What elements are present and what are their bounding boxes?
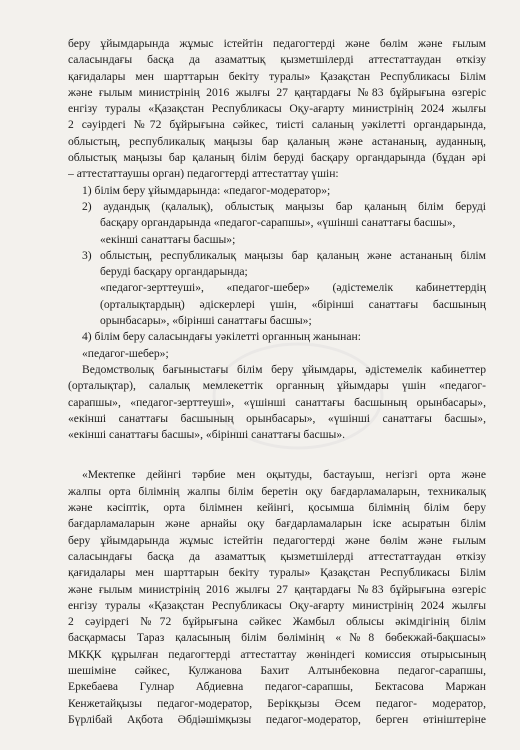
text-line: енгізу туралы «Қазақстан Республикасы Оқу-ағарту министрінің 2024 жылғы: [68, 102, 486, 116]
text-line: жалпы орта білімнің жалпы білім беретін оқу бағдарламаларын, техникалық: [68, 484, 486, 498]
text-line: «Мектепке дейінгі тәрбие мен оқытуды, бастауыш, негізгі орта және: [82, 468, 486, 482]
paragraph-2: [68, 467, 486, 728]
text-line: бағдарламаларын және арнайы оқу бағдарламаларын іске асыратын білім: [68, 517, 486, 531]
text-line: облыстық маңызы бар қаланың білім беруді басқару органдарында (бұдан әрі: [68, 151, 486, 165]
text-line: орынбасары», «бірінші санаттағы басшы»;: [100, 314, 312, 328]
text-line: МКҚК құрылған педагогтерді аттестаттау жөніндегі комиссия отырысының: [68, 647, 486, 661]
text-line: «екінші санаттағы басшы»;: [100, 232, 236, 246]
text-line: беру ұйымдарында жұмыс істейтін педагогтерді және бөлім және ғылым: [68, 37, 486, 50]
text-line: 4) білім беру саласындағы уәкілетті органның жанынан:: [82, 330, 361, 344]
text-line: қағидалары мен шарттарын бекіту туралы» Қазақстан Республикасы Білім: [68, 566, 486, 580]
text-line: 2 сәуірдегі №72 бұйрығына сәйкес Жамбыл облысы әкімдігінің білім: [68, 615, 486, 629]
text-line: «екінші санаттағы басшының орынбасары», «үшінші санаттағы басшы»,: [68, 411, 486, 425]
text-line: қағидалары мен шарттарын бекіту туралы» Қазақстан Республикасы Білім: [68, 69, 486, 83]
text-line: (орталықтар), салалық мемлекеттік органның ұйымдары үшін «педагог-: [68, 379, 486, 393]
text-line: және кәсіптік, орта білімнен кейінгі, қосымша білімнің білім беру: [68, 501, 486, 515]
text-line: (орталықтардың) әдіскерлері үшін, «бірінші санаттағы басшының: [100, 297, 486, 311]
text-line: 2) аудандық (қалалық), облыстық маңызы бар қаланың білім беруді: [82, 199, 486, 213]
text-line: сарапшы», «педагог-зерттеуші», «үшінші санаттағы басшының орынбасары»,: [68, 395, 486, 409]
text-line: 2 сәуірдегі №72 бұйрығына сәйкес, тиісті саланың уәкілетті органдарында,: [68, 118, 486, 132]
text-line: және ғылым министрінің 2016 жылғы 27 қаңтардағы №83 бұйрығына өзгеріс: [68, 85, 486, 99]
text-line: 1) білім беру ұйымдарында: «педагог-модератор»;: [82, 183, 331, 197]
text-line: саласындағы басқа да азаматтық қызметшілерді аттестаттаудан өткізу: [68, 53, 486, 67]
text-line: және ғылым министрінің 2016 жылғы 27 қаңтардағы №83 бұйрығына өзгеріс: [68, 582, 486, 596]
text-line: 3) облыстың, республикалық маңызы бар қаланың және астананың білім: [82, 248, 486, 262]
text-line: «педагог-шебер»;: [82, 346, 169, 360]
text-line: Еркебаева Гулнар Абдиевна педагог-сарапшы, Бектасова Маржан: [68, 680, 486, 694]
text-line: басқару органдарында «педагог-сарапшы», «үшінші санаттағы басшы»,: [100, 216, 456, 230]
text-line: Кенжетайқызы педагог-модератор, Берікқызы Әсем педагог- модератор,: [68, 696, 486, 710]
text-line: шешіміне сәйкес, Кулжанова Бахит Алтынбековна педагог-сарапшы,: [68, 663, 486, 677]
text-line: Ведомстволық бағыныстағы білім беру ұйымдары, әдістемелік кабинеттер: [82, 362, 486, 376]
text-line: «екінші санаттағы басшы», «бірінші санаттағы басшы».: [68, 428, 346, 442]
text-line: беруді басқару органдарында;: [100, 265, 248, 279]
text-line: басқармасы Тараз қаласының білім бөлімінің «№8 бөбекжай-бақшасы»: [68, 631, 486, 645]
text-line: енгізу туралы «Қазақстан Республикасы Оқу-ағарту министрінің 2024 жылғы: [68, 598, 486, 612]
text-line: «педагог-зерттеуші», «педагог-шебер» (әдістемелік кабинеттердің: [100, 281, 486, 295]
text-line: облыстың, республикалық маңызы бар қаланың және астананың, ауданның,: [68, 134, 486, 148]
text-line: – аттестаттаушы орган) педагогтерді аттестаттау үшін:: [68, 167, 339, 181]
text-line: Бүрлібай Ақбота Әбдіәшімқызы педагог-модератор, берген өтініштеріне: [68, 712, 486, 726]
faint-stamp-mark: [208, 336, 388, 456]
text-line: саласындағы басқа да азаматтық қызметшілерді аттестаттаудан өткізу: [68, 549, 486, 563]
text-line: беру ұйымдарында жұмыс істейтін педагогтерді және бөлім және ғылым: [68, 533, 486, 547]
